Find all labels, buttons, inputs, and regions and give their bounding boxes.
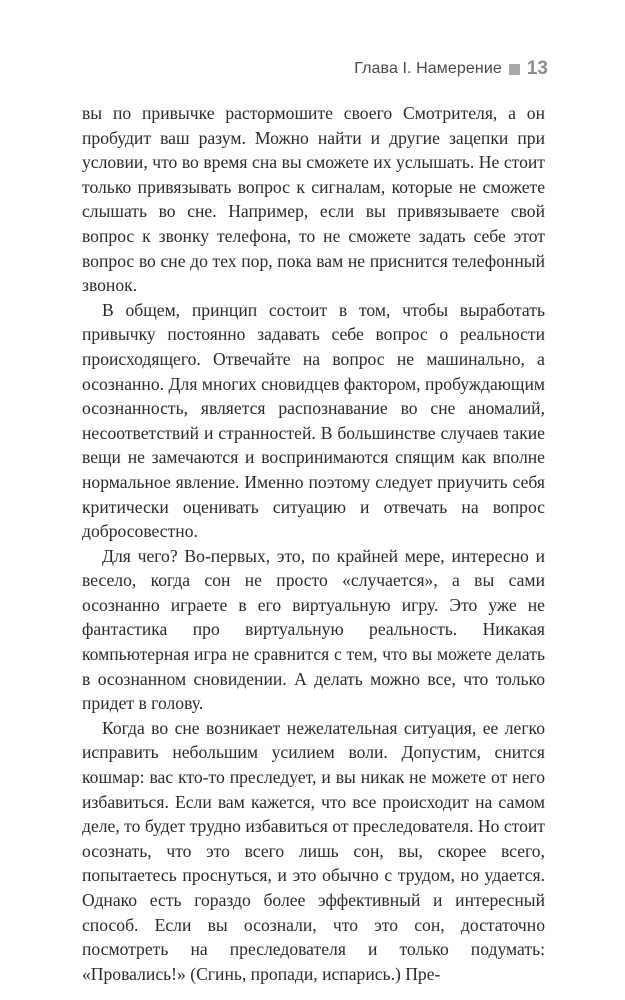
paragraph: Для чего? Во-первых, это, по крайней мере, интересно и весело, когда сон не просто «случается», а вы сами осознанно играете в его виртуальную игру. Это уже не фантастика про виртуальную реальность. Никакая компьютерная игра не сравнится с тем, что вы можете делать в осознанном сновидении. А делать можно все, что только придет в голову. bbox=[82, 545, 545, 714]
page-number: 13 bbox=[526, 58, 548, 79]
body-text bbox=[82, 101, 545, 986]
paragraph: В общем, принцип состоит в том, чтобы выработать привычку постоянно задавать себе вопрос о реальности происходящего. Отвечайте на вопрос не машинально, а осознанно. Для многих сновидцев фактором, пробуждающим осознанность, является распознавание во сне аномалий, несоответствий и странностей. В большинстве случаев такие вещи не замечаются и воспринимаются спящим как вполне нормальное явление. Именно поэтому следует приучить себя критически оценивать ситуацию и отвечать на вопрос добросовестно. bbox=[82, 299, 545, 542]
chapter-title: Глава I. Намерение bbox=[354, 60, 502, 77]
square-bullet-icon bbox=[509, 64, 520, 75]
running-header bbox=[354, 58, 548, 80]
paragraph: Когда во сне возникает нежелательная ситуация, ее легко исправить небольшим усилием воли. Допустим, снится кошмар: вас кто-то преследует, и вы никак не можете от него избавиться. Если вам кажется, что все происходит на самом деле, то будет трудно избавиться от преследователя. Но стоит осознать, что это всего лишь сон, вы, скорее всего, попытаетесь проснуться, и это обычно с трудом, но удается. Однако есть гораздо более эффективный и интересный способ. Если вы осознали, что это сон, достаточно посмотреть на преследователя и только подумать: «Провались!» (Сгинь, пропади, испарись.) Пре- bbox=[82, 717, 545, 984]
paragraph-continuation: вы по привычке растормошите своего Смотрителя, а он пробудит ваш разум. Можно найти и другие зацепки при условии, что во время сна вы сможете их услышать. Не стоит только привязывать вопрос к сигналам, которые не сможете слышать во сне. Например, если вы привязываете свой вопрос к звонку телефона, то не сможете задать себе этот вопрос во сне до тех пор, пока вам не приснится телефонный звонок. bbox=[82, 103, 545, 296]
